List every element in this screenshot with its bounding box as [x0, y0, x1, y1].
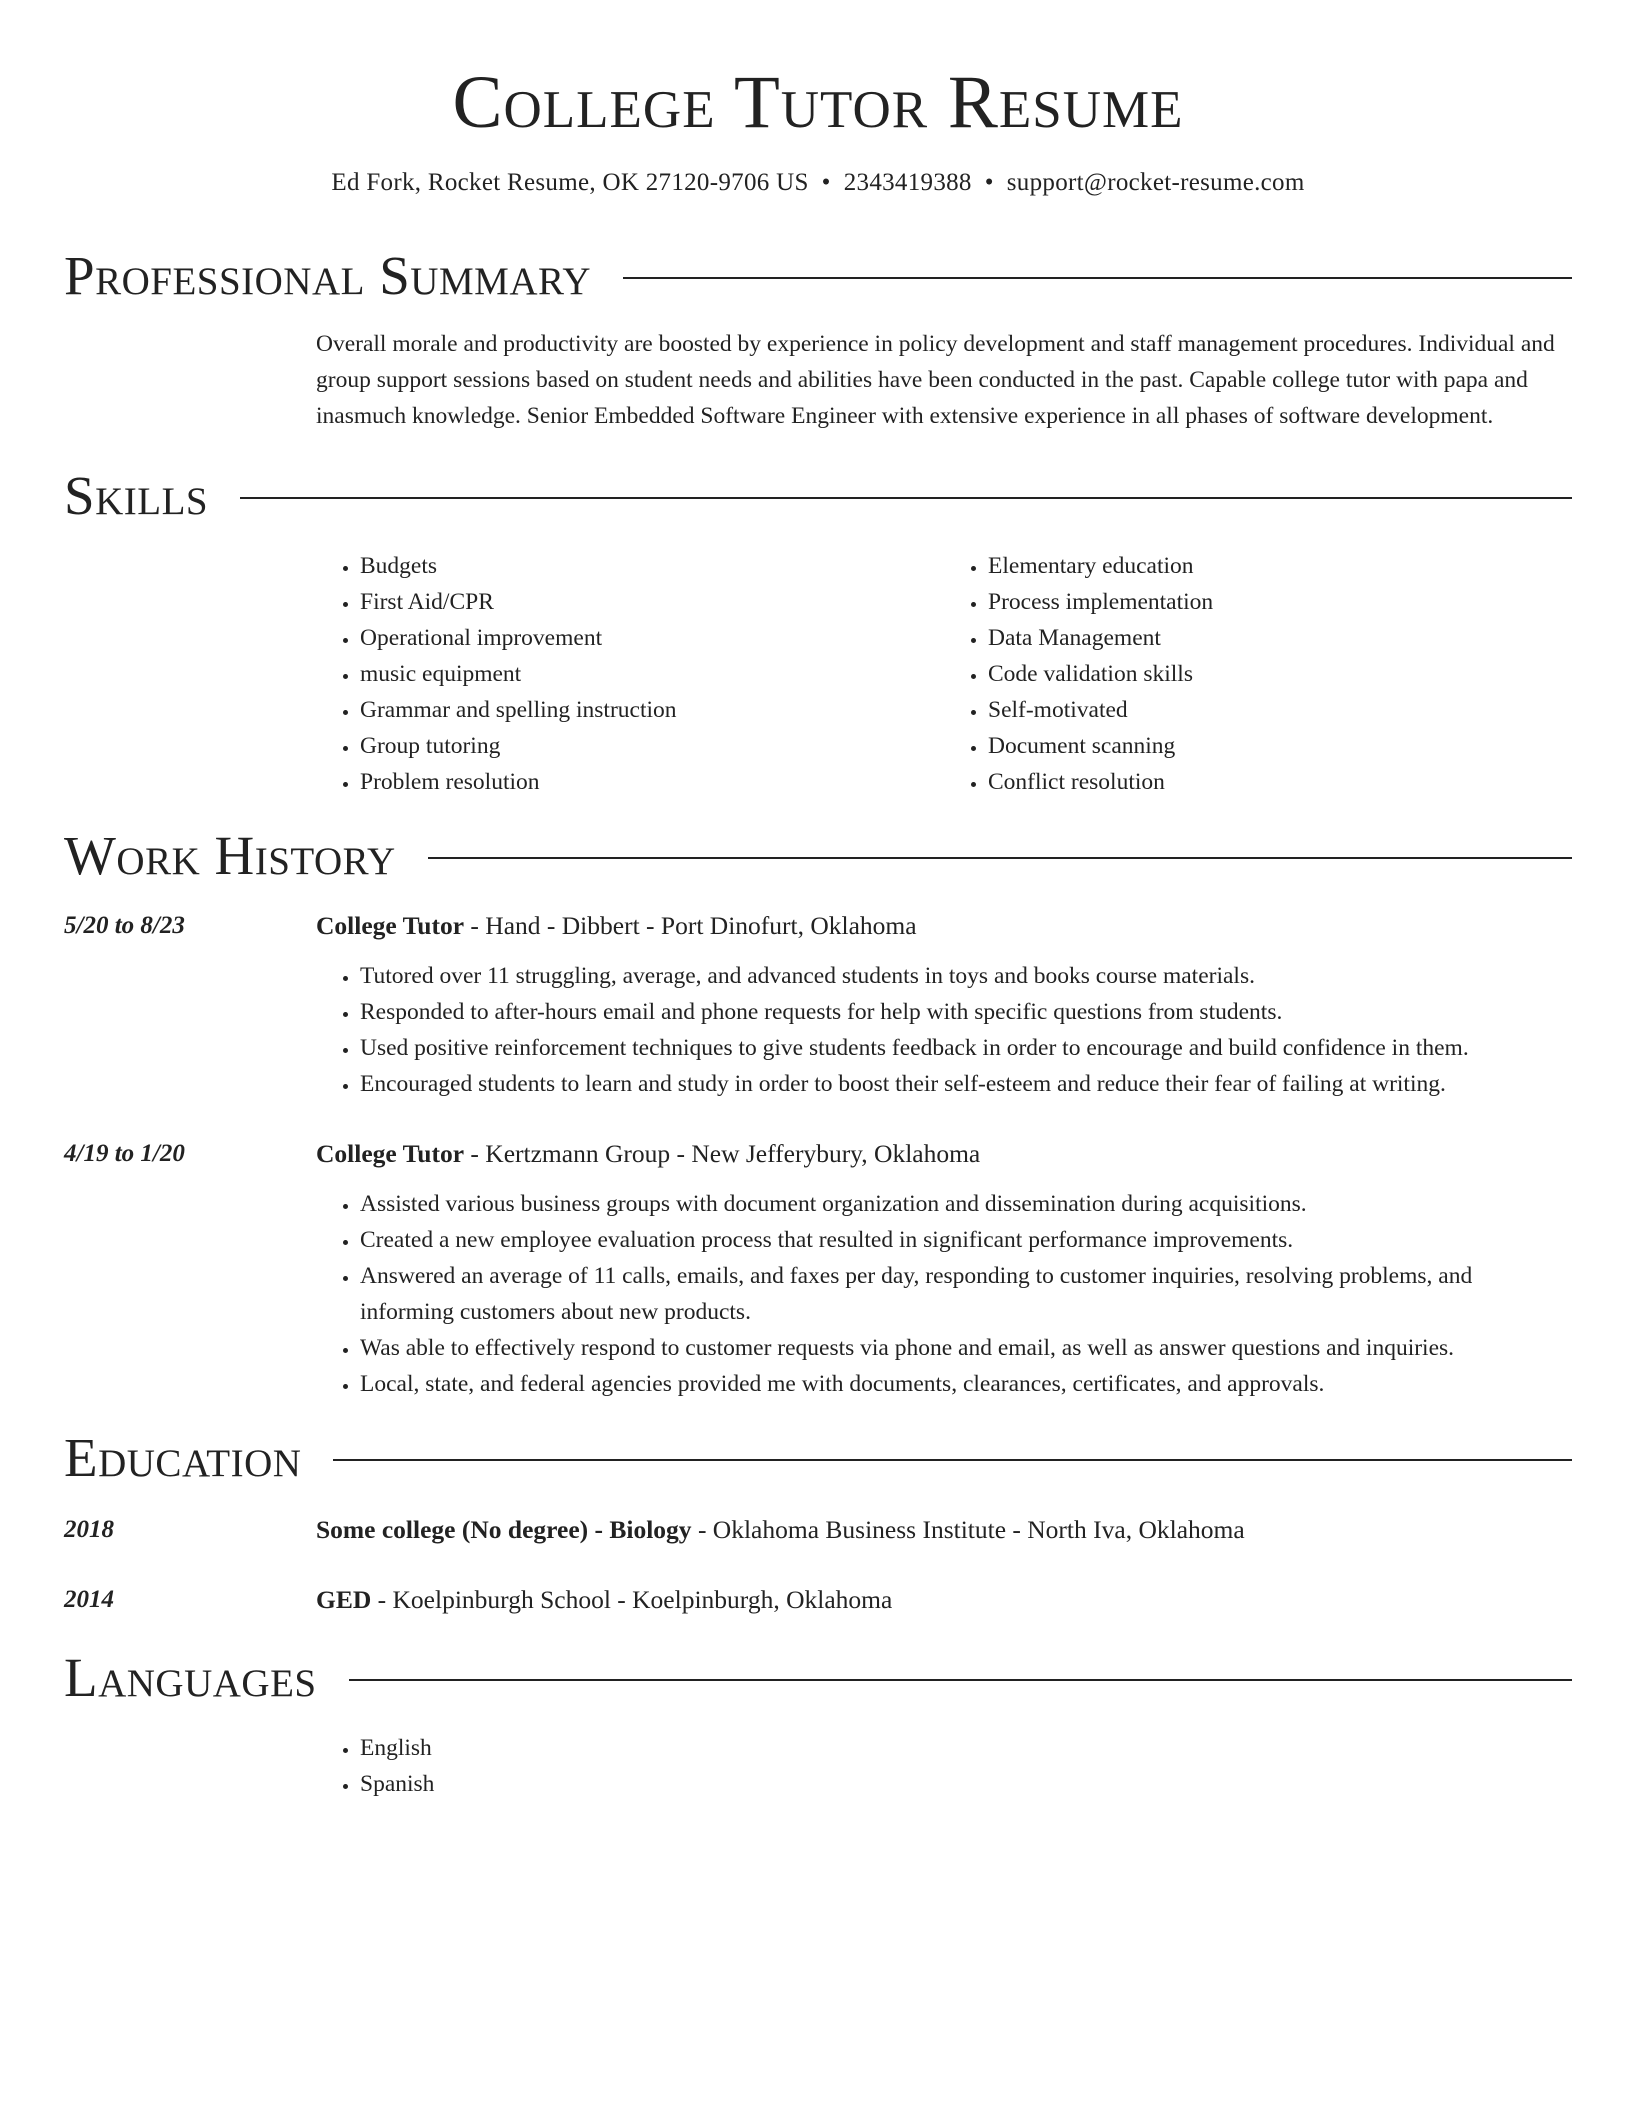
education-entry [64, 1582, 1572, 1618]
job-bullet: • Encouraged students to learn and study in order to boost their self-esteem and reduce their fear of failing at writing. [360, 1066, 1572, 1102]
section-divider [349, 1679, 1572, 1681]
job-title: College Tutor [316, 1139, 465, 1168]
job-employer: - Kertzmann Group - New Jefferybury, Oklahoma [464, 1139, 981, 1168]
job-entry [64, 908, 1572, 1102]
skill-item: • Group tutoring [360, 728, 944, 764]
skills-section-header [64, 464, 1572, 528]
skills-heading: Skills [64, 465, 209, 526]
education-degree: Some college (No degree) - Biology [316, 1515, 692, 1544]
job-bullet: • Used positive reinforcement techniques to give students feedback in order to encourage and build confidence in them. [360, 1030, 1572, 1066]
job-bullet: • Created a new employee evaluation process that resulted in significant performance improvements. [360, 1222, 1572, 1258]
skill-item: • Elementary education [988, 548, 1572, 584]
education-section-header [64, 1426, 1572, 1490]
skill-item: • Data Management [988, 620, 1572, 656]
job-bullet: • Answered an average of 11 calls, emails, and faxes per day, responding to customer inquiries, resolving problems, and informing customers about new products. [360, 1258, 1572, 1330]
job-bullets [316, 1186, 1572, 1402]
skill-item: • Conflict resolution [988, 764, 1572, 800]
work-heading: Work History [64, 825, 396, 886]
job-heading [316, 1136, 1572, 1172]
contact-email: support@rocket-resume.com [1006, 169, 1305, 196]
section-divider [623, 277, 1572, 279]
job-bullet: • Was able to effectively respond to customer requests via phone and email, as well as answer questions and inquiries. [360, 1330, 1572, 1366]
section-divider [333, 1459, 1572, 1461]
education-heading-line [316, 1582, 1572, 1618]
language-item: • Spanish [360, 1766, 1572, 1802]
education-school: - Oklahoma Business Institute - North Iva, Oklahoma [691, 1515, 1245, 1544]
section-divider [428, 857, 1572, 859]
skill-item: • Code validation skills [988, 656, 1572, 692]
education-degree: GED [316, 1585, 372, 1614]
language-item: • English [360, 1730, 1572, 1766]
education-year: 2014 [64, 1586, 114, 1613]
resume-page [64, 0, 1572, 1802]
job-bullet: • Responded to after-hours email and phone requests for help with specific questions from students. [360, 994, 1572, 1030]
summary-section-header [64, 244, 1572, 308]
job-entry [64, 1136, 1572, 1402]
education-heading: Education [64, 1427, 302, 1488]
languages-heading: Languages [64, 1647, 317, 1708]
job-bullet: • Assisted various business groups with document organization and dissemination during acquisitions. [360, 1186, 1572, 1222]
skills-list [316, 548, 1572, 800]
resume-title: College Tutor Resume [452, 61, 1184, 144]
education-heading-line [316, 1512, 1572, 1548]
skill-item: • Budgets [360, 548, 944, 584]
bullet-separator: • [984, 169, 994, 196]
summary-text: Overall morale and productivity are boosted by experience in policy development and staff management procedures. Individual and group support sessions based on student needs and abilities have been conducted in the past. Capable college tutor with papa and inasmuch knowledge. Senior Embedded Software Engineer with extensive experience in all phases of software development. [316, 331, 1555, 429]
job-dates: 5/20 to 8/23 [64, 912, 185, 939]
section-divider [240, 497, 1572, 499]
contact-address: Ed Fork, Rocket Resume, OK 27120-9706 US [331, 169, 809, 196]
education-year: 2018 [64, 1516, 114, 1543]
bullet-separator: • [821, 169, 831, 196]
skill-item: • Operational improvement [360, 620, 944, 656]
skill-item: • Document scanning [988, 728, 1572, 764]
skill-item: • music equipment [360, 656, 944, 692]
education-entry [64, 1512, 1572, 1548]
job-title: College Tutor [316, 911, 465, 940]
education-school: - Koelpinburgh School - Koelpinburgh, Oklahoma [371, 1585, 893, 1614]
job-bullets [316, 958, 1572, 1102]
job-dates: 4/19 to 1/20 [64, 1140, 185, 1167]
skills-column-left [316, 548, 944, 800]
contact-line [64, 166, 1572, 200]
job-heading [316, 908, 1572, 944]
summary-heading: Professional Summary [64, 245, 592, 306]
skill-item: • Grammar and spelling instruction [360, 692, 944, 728]
languages-list [316, 1730, 1572, 1802]
languages-section-header [64, 1646, 1572, 1710]
skill-item: • First Aid/CPR [360, 584, 944, 620]
job-bullet: • Tutored over 11 struggling, average, and advanced students in toys and books course materials. [360, 958, 1572, 994]
skill-item: • Problem resolution [360, 764, 944, 800]
job-employer: - Hand - Dibbert - Port Dinofurt, Oklahoma [464, 911, 917, 940]
skill-item: • Self-motivated [988, 692, 1572, 728]
contact-phone: 2343419388 [843, 169, 972, 196]
work-section-header [64, 824, 1572, 888]
job-bullet: • Local, state, and federal agencies provided me with documents, clearances, certificates, and approvals. [360, 1366, 1572, 1402]
skills-column-right [944, 548, 1572, 800]
skill-item: • Process implementation [988, 584, 1572, 620]
